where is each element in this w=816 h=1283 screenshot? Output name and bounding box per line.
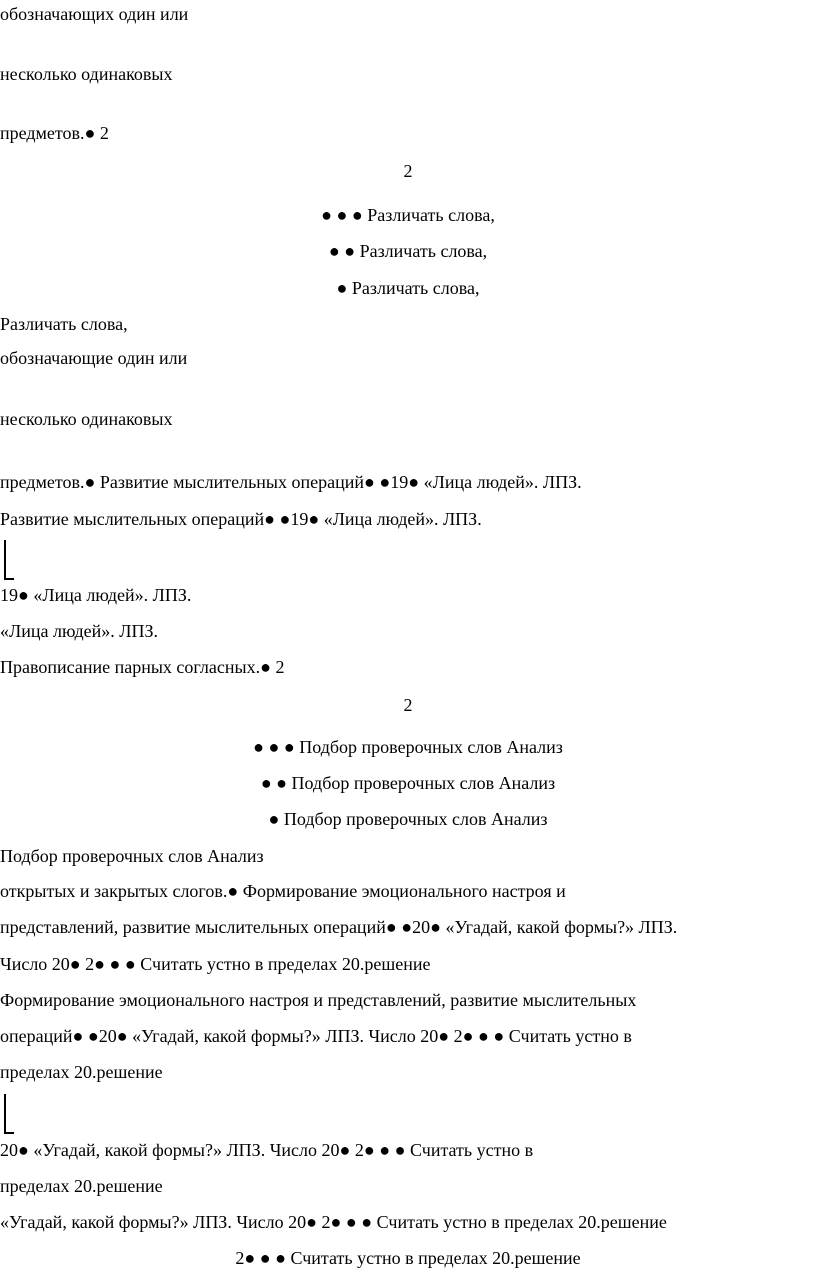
text-line: «Угадай, какой формы?» ЛПЗ. Число 20● 2● ● ● Считать устно в пределах 20.решение xyxy=(0,1212,667,1232)
text-line: Число 20● 2● ● ● Считать устно в пределах 20.решение xyxy=(0,954,431,974)
text-line: несколько одинаковых xyxy=(0,64,173,84)
bracket-mark xyxy=(4,540,14,580)
text-line: предметов.● Развитие мыслительных операций● ●19● «Лица людей». ЛПЗ. xyxy=(0,472,582,492)
text-line: Подбор проверочных слов Анализ xyxy=(0,846,264,866)
text-line: открытых и закрытых слогов.● Формирование эмоционального настроя и xyxy=(0,881,566,901)
text-line: ● ● ● Различать слова, xyxy=(321,205,495,225)
text-line: обозначающие один или xyxy=(0,348,188,368)
text-line: «Лица людей». ЛПЗ. xyxy=(0,621,158,641)
text-line: пределах 20.решение xyxy=(0,1062,163,1082)
bracket-mark xyxy=(4,1094,14,1134)
text-line: обозначающих один или xyxy=(0,4,189,24)
text-line: несколько одинаковых xyxy=(0,409,173,429)
text-line: Развитие мыслительных операций● ●19● «Лица людей». ЛПЗ. xyxy=(0,509,482,529)
text-line: ● ● Подбор проверочных слов Анализ xyxy=(260,773,556,793)
text-line: Правописание парных согласных.● 2 xyxy=(0,657,285,677)
text-line: Формирование эмоционального настроя и представлений, развитие мыслительных xyxy=(0,990,637,1010)
text-line: пределах 20.решение xyxy=(0,1176,163,1196)
text-line: 2 xyxy=(403,161,413,181)
text-line: ● ● Различать слова, xyxy=(328,241,488,261)
text-line: ● Различать слова, xyxy=(336,278,480,298)
text-line: ● Подбор проверочных слов Анализ xyxy=(268,809,548,829)
text-line: 20● «Угадай, какой формы?» ЛПЗ. Число 20● 2● ● ● Считать устно в xyxy=(0,1140,534,1160)
text-line: предметов.● 2 xyxy=(0,123,109,143)
text-line: 19● «Лица людей». ЛПЗ. xyxy=(0,585,192,605)
text-line: ● ● ● Подбор проверочных слов Анализ xyxy=(253,737,563,757)
text-line: 2 xyxy=(403,695,413,715)
text-line: Различать слова, xyxy=(0,314,128,334)
text-line: представлений, развитие мыслительных операций● ●20● «Угадай, какой формы?» ЛПЗ. xyxy=(0,917,678,937)
text-line: операций● ●20● «Угадай, какой формы?» ЛПЗ. Число 20● 2● ● ● Считать устно в xyxy=(0,1026,632,1046)
text-line: 2● ● ● Считать устно в пределах 20.решение xyxy=(235,1248,581,1268)
